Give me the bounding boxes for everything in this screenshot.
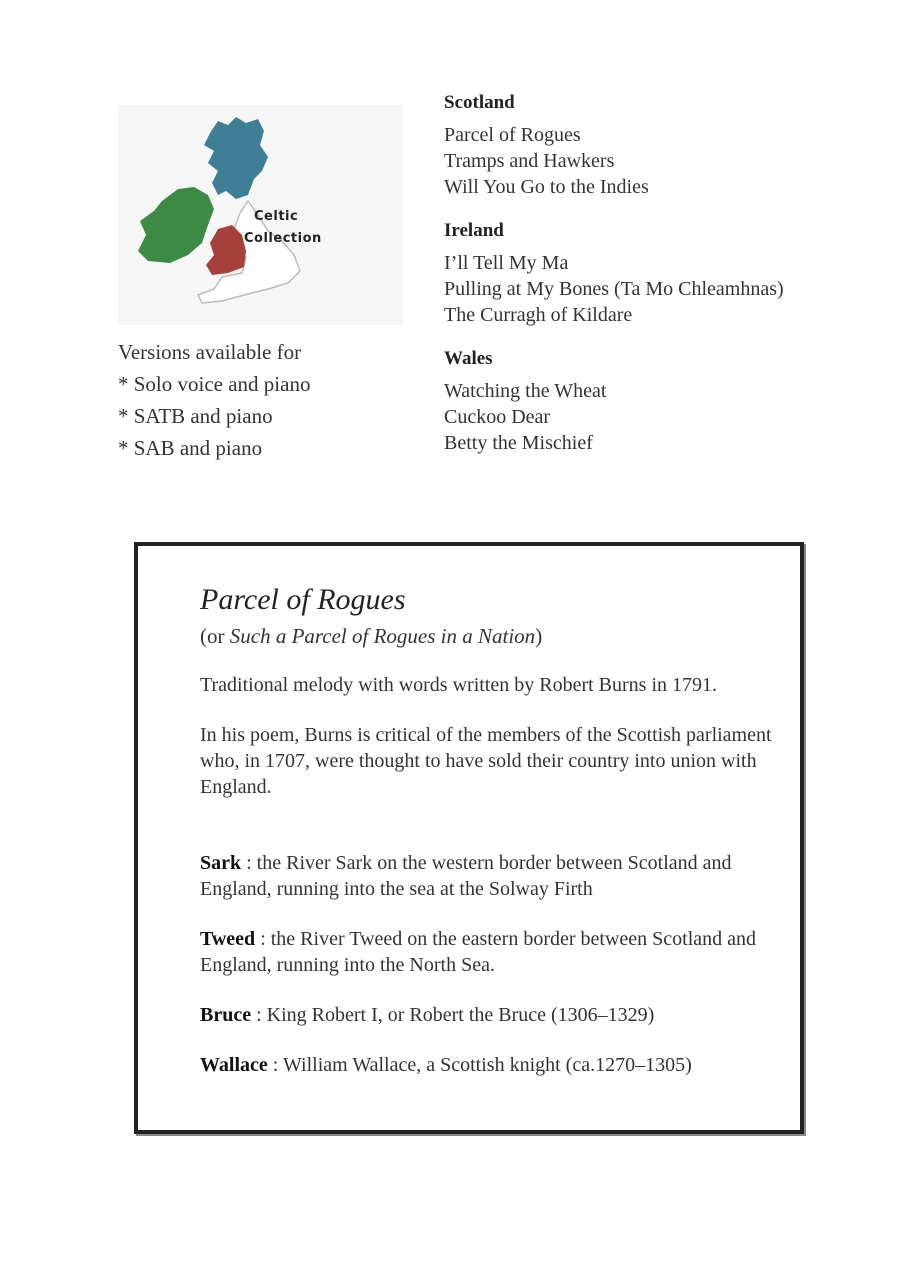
version-item: * SAB and piano bbox=[118, 436, 263, 460]
song-item: The Curragh of Kildare bbox=[444, 304, 633, 326]
glossary-definition: : the River Tweed on the eastern border between Scotland and England, running into the North Sea. bbox=[200, 928, 757, 976]
version-item: * Solo voice and piano bbox=[118, 372, 311, 396]
song-item: Betty the Mischief bbox=[444, 432, 593, 454]
group-title: Scotland bbox=[444, 92, 515, 113]
glossary-term: Wallace bbox=[200, 1054, 268, 1076]
notes-paragraph: In his poem, Burns is critical of the members of the Scottish parliament who, in 1707, were thought to have sold their country into union with England. bbox=[200, 724, 772, 798]
glossary-definition: : the River Sark on the western border between Scotland and England, running into the sea at the Solway Firth bbox=[200, 852, 732, 900]
song-item: Tramps and Hawkers bbox=[444, 150, 615, 172]
song-item: Pulling at My Bones (Ta Mo Chleamhnas) bbox=[444, 278, 784, 300]
scotland-region bbox=[204, 117, 268, 199]
song-item: Watching the Wheat bbox=[444, 380, 607, 402]
alt-prefix: (or bbox=[200, 624, 230, 648]
glossary-term: Tweed bbox=[200, 928, 256, 950]
glossary-definition: : William Wallace, a Scottish knight (ca.1270–1305) bbox=[267, 1054, 692, 1076]
notes-paragraph: Traditional melody with words written by Robert Burns in 1791. bbox=[200, 674, 718, 696]
logo-text-line1: Celtic bbox=[254, 209, 299, 224]
glossary-term: Bruce bbox=[200, 1004, 252, 1026]
glossary-term: Sark bbox=[200, 852, 242, 874]
song-notes-content bbox=[200, 582, 780, 1078]
glossary-entry bbox=[200, 926, 780, 978]
versions-list bbox=[118, 336, 310, 464]
alt-suffix: ) bbox=[535, 624, 543, 648]
song-group-ireland bbox=[444, 218, 784, 328]
song-item: I’ll Tell My Ma bbox=[444, 252, 569, 274]
alt-title-text: Such a Parcel of Rogues in a Nation bbox=[229, 624, 536, 648]
versions-heading: Versions available for bbox=[118, 340, 302, 364]
glossary-entry bbox=[200, 1052, 780, 1078]
logo-text-line2: Collection bbox=[244, 231, 322, 246]
group-title: Wales bbox=[444, 348, 493, 369]
song-group-wales bbox=[444, 346, 784, 456]
glossary-entry bbox=[200, 850, 780, 902]
glossary-definition: : King Robert I, or Robert the Bruce (1306–1329) bbox=[251, 1004, 655, 1026]
song-item: Cuckoo Dear bbox=[444, 406, 551, 428]
alternate-title bbox=[200, 622, 780, 650]
song-notes-box bbox=[134, 542, 804, 1134]
song-item: Parcel of Rogues bbox=[444, 124, 581, 146]
song-group-scotland bbox=[444, 90, 784, 200]
glossary-entry bbox=[200, 1002, 780, 1028]
celtic-collection-logo bbox=[118, 105, 403, 325]
song-item: Will You Go to the Indies bbox=[444, 176, 649, 198]
group-title: Ireland bbox=[444, 220, 504, 241]
ireland-region bbox=[138, 187, 214, 263]
song-list bbox=[444, 90, 784, 474]
version-item: * SATB and piano bbox=[118, 404, 273, 428]
song-title: Parcel of Rogues bbox=[200, 583, 406, 616]
